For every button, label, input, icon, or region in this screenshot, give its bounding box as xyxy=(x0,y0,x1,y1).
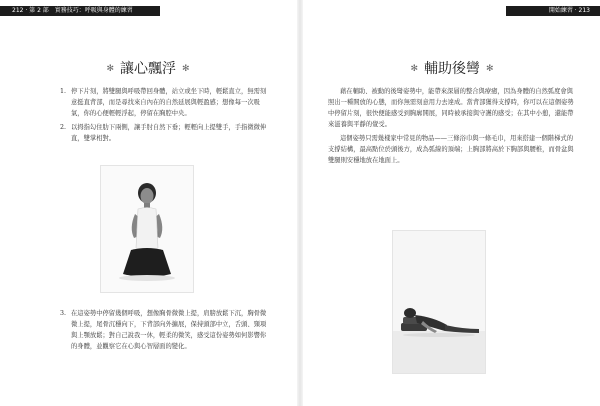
step-item xyxy=(60,122,272,144)
seated-pose-photo xyxy=(100,165,194,293)
reclining-woman-illustration xyxy=(393,231,485,373)
left-steps-bottom xyxy=(60,308,272,355)
step-text: 以拇指勾住肋下兩側，讓手肘自然下垂；輕輕向上提雙手，手指微微伸直，雙掌相對。 xyxy=(71,124,267,142)
step-item xyxy=(60,308,272,352)
body-paragraph: 藉在輔助、被動的後彎姿勢中，能帶來深層的整合與療癒，因為身體的自然弧度會與照出一種開放的心態，而你無需刻意用力去達成。當背部獲得支撐時，你可以在這個姿勢中停留片刻，很快便能感受到胸廓開展，同時被承接與守護的感受；在其中小憩，還能帶來滋養與平靜的覺受。 xyxy=(328,88,574,128)
left-title-text: 讓心飄浮 xyxy=(120,61,176,77)
right-paragraphs xyxy=(328,86,576,169)
step-text: 在這姿勢中停留幾個呼吸，想像胸骨微微上提，肩膀放鬆下沉，胸骨微微上提，尾骨沉穩向下，下背部向外擴展，保持頭部中立，舌頭、頸項與上顎放鬆；對自己說我一休，輕柔的微笑，感受這份姿勢如何影響你的身體，並觀察它在心與心智層面的變化。 xyxy=(71,310,267,350)
book-gutter xyxy=(297,0,303,406)
left-steps-top xyxy=(60,86,272,147)
step-item xyxy=(60,86,272,119)
step-number: 1. xyxy=(60,88,67,95)
step-number: 3. xyxy=(60,310,67,317)
ornament-icon: ✻ xyxy=(182,64,190,74)
step-text: 停下片刻，將雙腿與呼吸帶回身體，站立或坐下時，輕鬆直立，無需刻意挺直背部，而是尋找來自內在的自然延展與輕盈感；想像每一次吸氣，你的心便輕輕浮起，停留在胸腔中央。 xyxy=(71,88,267,117)
ornament-icon: ✻ xyxy=(106,64,114,74)
body-paragraph: 這個姿勢只需幾樣家中常見的物品——三條浴巾與一條毛巾，用來搭建一個階梯式的支撐結構，最高點位於頭後方，成為弧線的頂端；上胸部將高於下胸部與腰椎，而骨盆與雙腿則安穩地放在地面上。 xyxy=(328,135,574,164)
step-number: 2. xyxy=(60,124,67,131)
right-title-text: 輔助後彎 xyxy=(424,61,480,77)
seated-woman-illustration xyxy=(101,166,193,292)
left-section-title xyxy=(0,60,296,78)
right-page xyxy=(304,0,600,406)
ornament-icon: ✻ xyxy=(486,64,494,74)
backbend-pose-photo xyxy=(392,230,486,374)
right-header-text: 開始練習 ‧ 213 xyxy=(548,7,590,14)
left-running-header xyxy=(0,6,296,20)
ornament-icon: ✻ xyxy=(410,64,418,74)
right-running-header xyxy=(304,6,600,20)
right-section-title xyxy=(304,60,600,78)
left-page xyxy=(0,0,296,406)
left-header-text: 212 ‧ 第 2 部 實務技巧：呼吸與身體的練習 xyxy=(12,7,133,14)
